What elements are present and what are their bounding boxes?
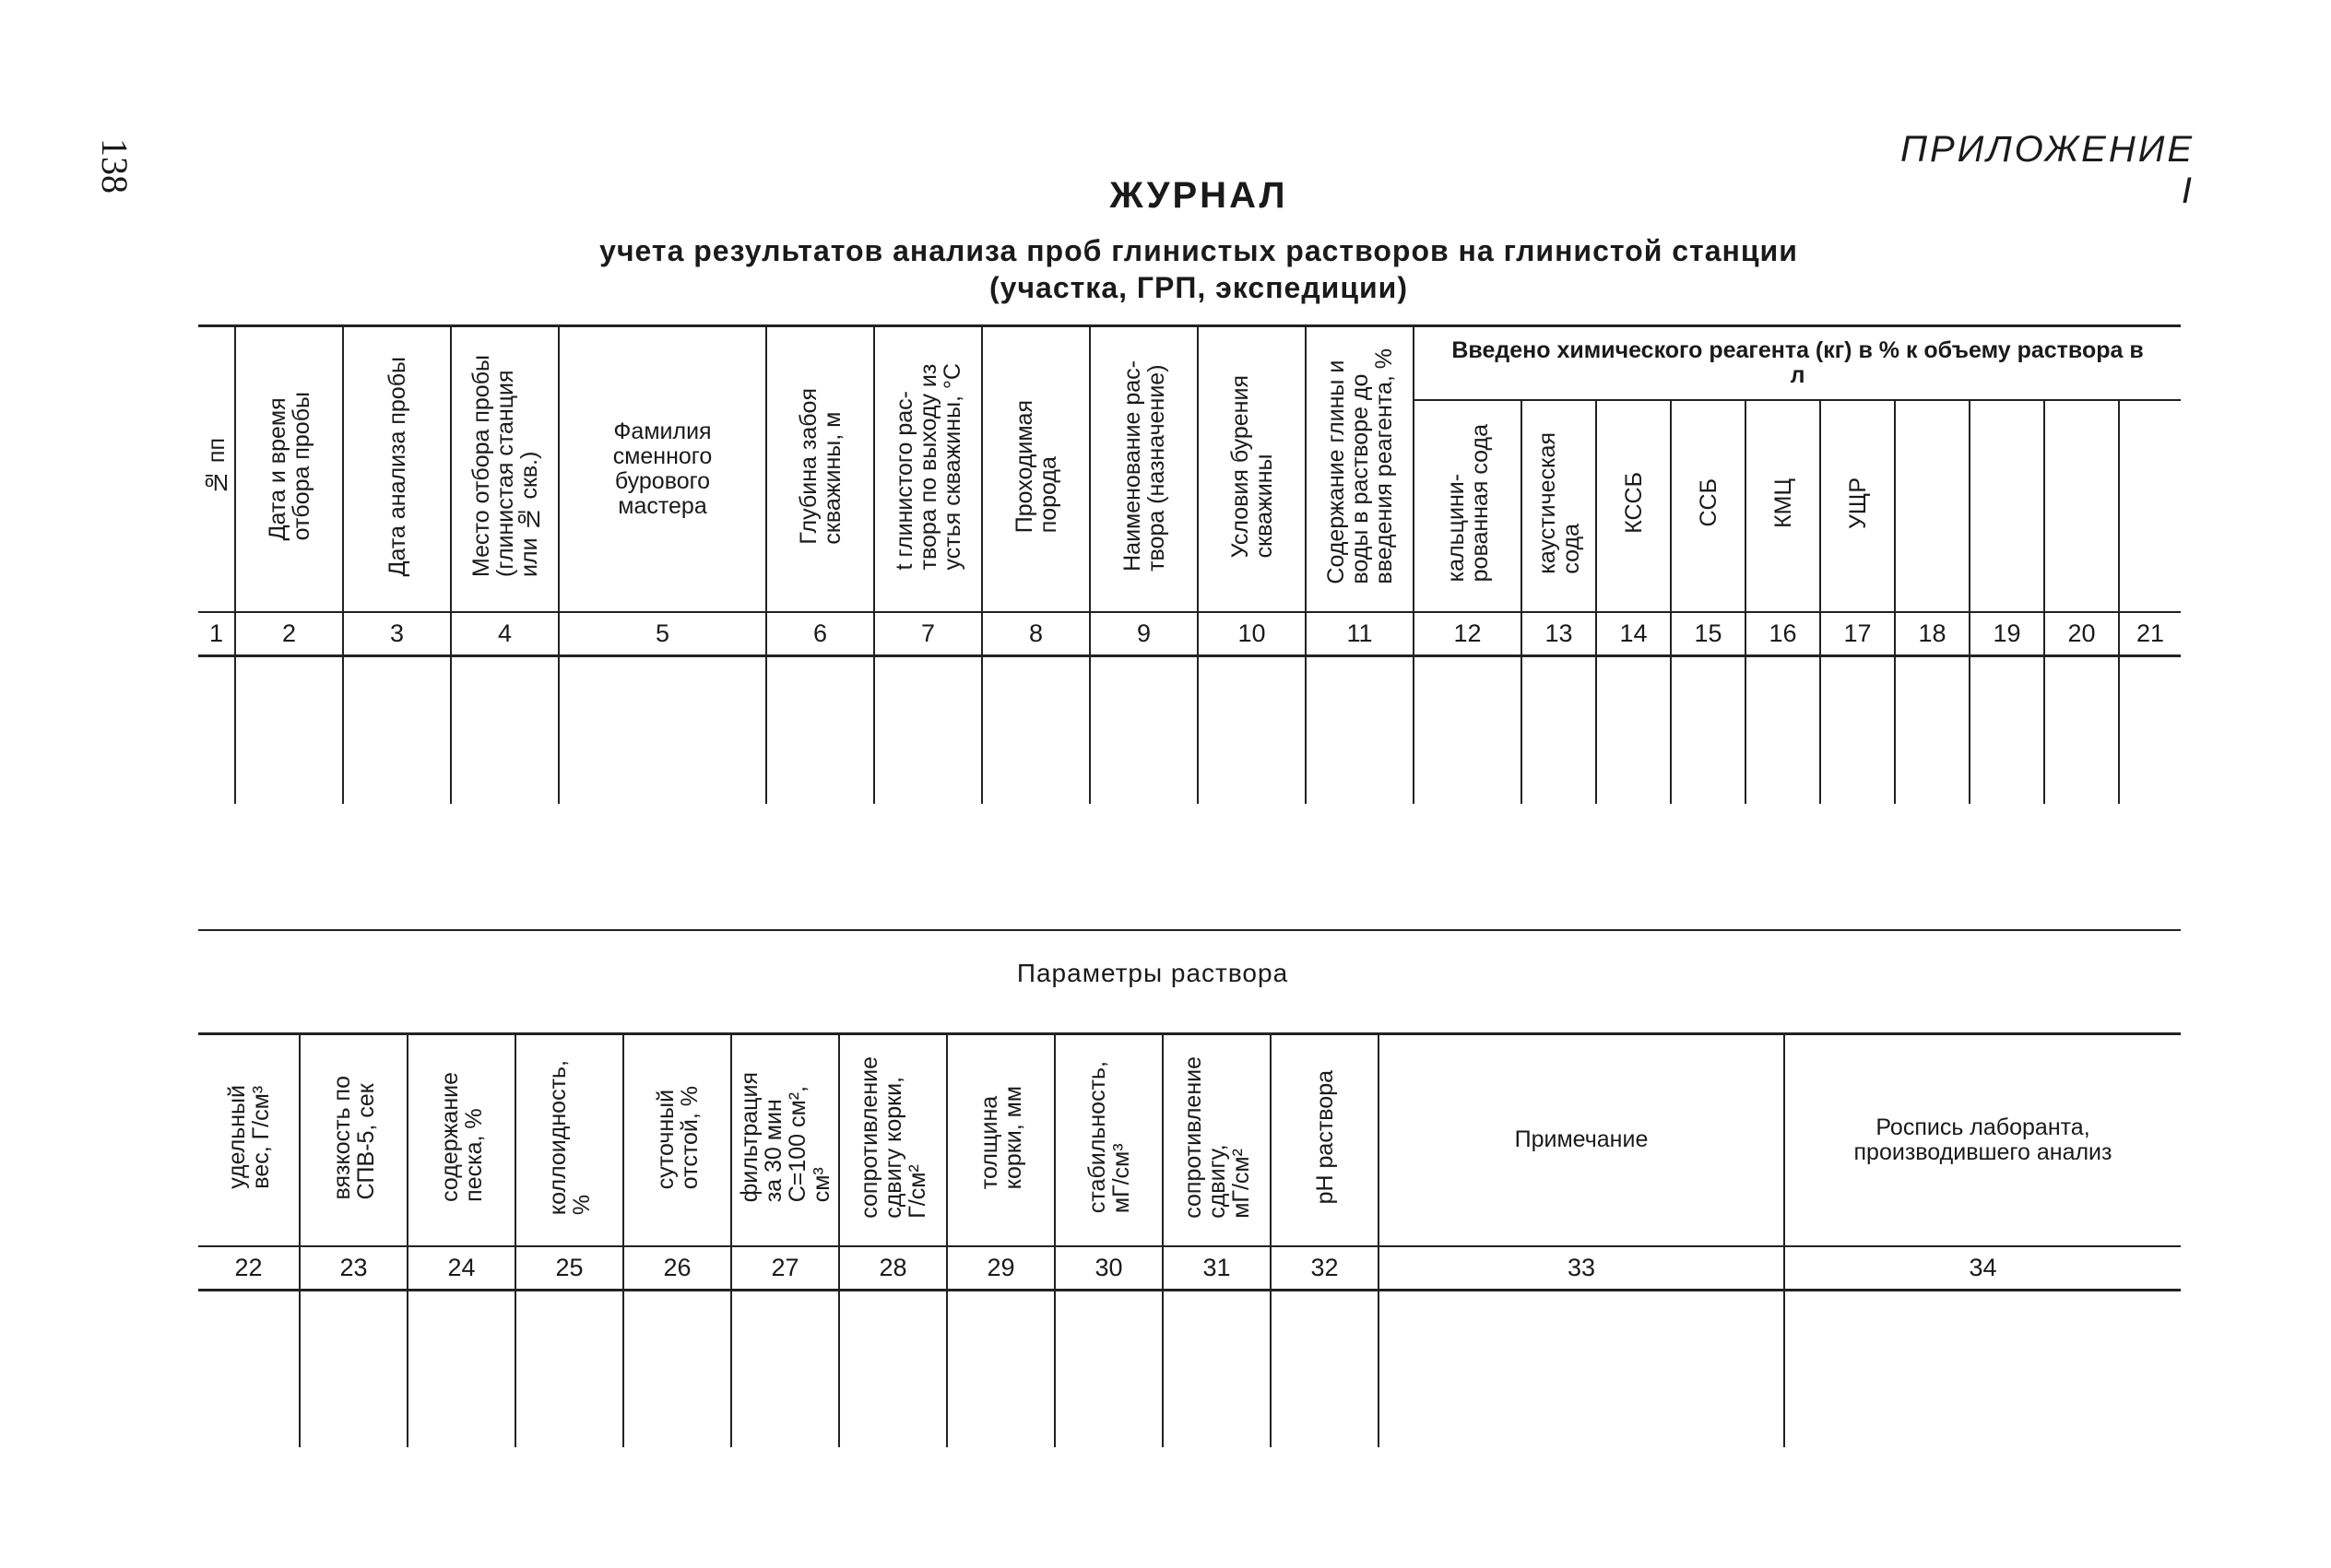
col-number-16: 16 [1745,612,1820,656]
reagent-header-16 [1745,400,1820,612]
table-cell [982,656,1090,804]
table-cell [343,656,451,804]
reagent-header-12 [1414,400,1521,612]
table-cell [1198,656,1306,804]
col-number-17: 17 [1820,612,1895,656]
col-header-30 [1055,1034,1163,1246]
reagent-label-12: кальцини- рованная сода [1442,423,1493,583]
col-header-25 [515,1034,623,1246]
table1-blank-row [198,656,2181,804]
col-label-7: t глинистого рас- твора по выходу из устья скважины, °С [891,362,965,570]
reagent-header-18 [1895,400,1970,612]
table-cell [1090,656,1198,804]
col-label-28: сопротивление сдвигу корки, Г/см² [856,1055,930,1219]
col-number-33: 33 [1378,1246,1784,1291]
col-number-34: 34 [1784,1246,2181,1291]
col-label-31: сопротивление сдвигу, мГ/см² [1179,1055,1254,1219]
table2-blank-row [198,1291,2181,1447]
table-cell [1306,656,1414,804]
col-header-23 [300,1034,408,1246]
subtitle-line-1: учета результатов анализа проб глинистых растворов на глинистой станции [599,234,1798,267]
reagent-header-13 [1521,400,1596,612]
col-label-11: Содержание глины и воды в растворе до введения реагента, % [1322,348,1397,584]
reagent-label-13: каустическая сода [1533,431,1584,574]
col-label-26: суточный отстой, % [652,1085,703,1189]
table-cell [235,656,343,804]
col-header-32 [1271,1034,1378,1246]
col-header-34 [1784,1034,2181,1246]
col-label-2: Дата и время отбора пробы [264,392,314,541]
journal-table-part-2 [198,1032,2181,1447]
col-number-29: 29 [947,1246,1055,1291]
col-label-25: коллоидность, % [544,1059,595,1215]
col-label-33: Примечание [1514,1126,1649,1153]
table-cell [1820,656,1895,804]
subtitle-line-2: (участка, ГРП, экспедиции) [989,271,1408,304]
table-cell [1970,656,2044,804]
col-number-9: 9 [1090,612,1198,656]
col-number-27: 27 [731,1246,839,1291]
table-cell [731,1291,839,1447]
divider-rule [198,929,2181,931]
col-label-9: Наименование рас- твора (назначение) [1118,360,1169,572]
table-cell [947,1291,1055,1447]
col-header-28 [839,1034,947,1246]
reagent-header-19 [1970,400,2044,612]
col-number-22: 22 [198,1246,300,1291]
col-header-7 [874,326,982,612]
col-label-24: содержание песка, % [436,1072,487,1203]
col-label-30: стабильность, мГ/см³ [1083,1061,1134,1214]
col-label-5: Фамилия сменного бурового мастера [612,418,713,519]
table-cell [408,1291,515,1447]
col-number-12: 12 [1414,612,1521,656]
page-subtitle [461,232,1936,306]
col-label-34: Роспись лаборанта, производившего анализ [1853,1114,2112,1165]
col-header-29 [947,1034,1055,1246]
reagent-label-16: КМЦ [1769,477,1796,528]
table-cell [839,1291,947,1447]
table-cell [1671,656,1745,804]
col-number-21: 21 [2119,612,2181,656]
col-header-33 [1378,1034,1784,1246]
col-number-7: 7 [874,612,982,656]
col-header-10 [1198,326,1306,612]
col-label-22: удельный вес, Г/см³ [223,1085,274,1190]
table-cell [1414,656,1521,804]
table-cell [198,1291,300,1447]
col-number-5: 5 [559,612,766,656]
table-cell [874,656,982,804]
col-number-28: 28 [839,1246,947,1291]
col-number-6: 6 [766,612,874,656]
col-header-11 [1306,326,1414,612]
page-title: ЖУРНАЛ [1109,175,1288,216]
appendix-label: ПРИЛОЖЕНИЕ I [1899,129,2195,211]
table-cell [2119,656,2181,804]
col-number-10: 10 [1198,612,1306,656]
col-header-5 [559,326,766,612]
col-number-1: 1 [198,612,235,656]
col-number-8: 8 [982,612,1090,656]
col-header-6 [766,326,874,612]
reagent-group-header: Введено химического реагента (кг) в % к объему раствора в л [1414,326,2181,400]
table-cell [2044,656,2119,804]
col-number-19: 19 [1970,612,2044,656]
reagent-header-17 [1820,400,1895,612]
col-number-26: 26 [623,1246,731,1291]
col-number-20: 20 [2044,612,2119,656]
col-number-4: 4 [451,612,559,656]
col-number-30: 30 [1055,1246,1163,1291]
col-number-14: 14 [1596,612,1671,656]
col-label-6: Глубина забоя скважины, м [795,387,846,545]
reagent-header-20 [2044,400,2119,612]
col-header-3 [343,326,451,612]
col-number-13: 13 [1521,612,1596,656]
col-label-23: вязкость по СПВ-5, сек [328,1075,379,1199]
col-label-8: Проходимая порода [1011,399,1061,533]
table-cell [300,1291,408,1447]
reagent-label-17: УЩР [1844,477,1871,529]
col-header-24 [408,1034,515,1246]
reagent-header-21 [2119,400,2181,612]
col-header-9 [1090,326,1198,612]
col-header-31 [1163,1034,1271,1246]
table-cell [1163,1291,1271,1447]
col-number-3: 3 [343,612,451,656]
table-cell [198,656,235,804]
col-label-3: Дата анализа пробы [384,356,410,576]
col-label-10: Условия бурения скважины [1226,374,1277,558]
col-header-2 [235,326,343,612]
table-cell [515,1291,623,1447]
reagent-label-15: ССБ [1695,478,1722,527]
table-cell [623,1291,731,1447]
reagent-header-15 [1671,400,1745,612]
table-cell [1521,656,1596,804]
params-title: Параметры раствора [1016,959,1289,987]
table-cell [1596,656,1671,804]
reagent-header-14 [1596,400,1671,612]
journal-table-part-1 [198,324,2181,804]
table-cell [1784,1291,2181,1447]
col-number-31: 31 [1163,1246,1271,1291]
col-header-1 [198,326,235,612]
col-label-29: толщина корки, мм [976,1085,1026,1189]
col-number-2: 2 [235,612,343,656]
table-cell [1895,656,1970,804]
col-label-1: № пп [203,437,230,495]
col-label-32: pH раствора [1311,1070,1338,1205]
table-cell [1271,1291,1378,1447]
col-number-32: 32 [1271,1246,1378,1291]
col-number-24: 24 [408,1246,515,1291]
page-number: 138 [94,138,136,194]
col-number-25: 25 [515,1246,623,1291]
reagent-label-14: КССБ [1620,472,1647,534]
col-number-18: 18 [1895,612,1970,656]
col-header-8 [982,326,1090,612]
table-cell [1055,1291,1163,1447]
table-cell [1745,656,1820,804]
col-number-11: 11 [1306,612,1414,656]
col-number-23: 23 [300,1246,408,1291]
col-header-27 [731,1034,839,1246]
col-number-15: 15 [1671,612,1745,656]
col-label-4: Место отбора пробы (глинистая станция или № скв.) [467,355,542,578]
table-cell [766,656,874,804]
table-cell [1378,1291,1784,1447]
col-label-27: фильтрация за 30 мин С=100 см², см³ [736,1072,834,1203]
table-cell [559,656,766,804]
col-header-26 [623,1034,731,1246]
col-header-22 [198,1034,300,1246]
table-cell [451,656,559,804]
col-header-4 [451,326,559,612]
